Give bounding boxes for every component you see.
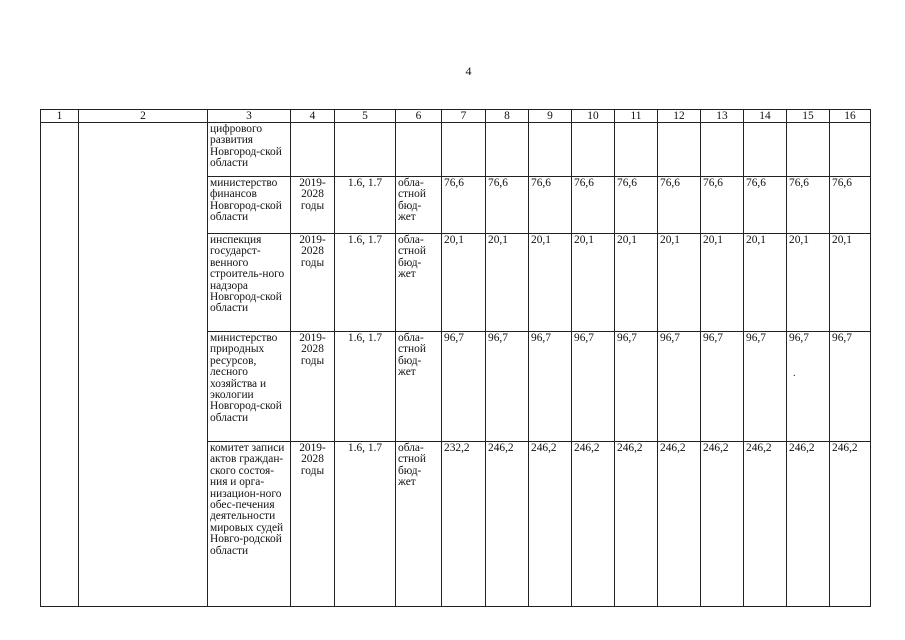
value-cell: 246,2 — [787, 442, 830, 607]
value-cell: 76,6 — [787, 177, 830, 234]
column-header: 1 — [41, 110, 79, 123]
value-cell — [830, 123, 871, 177]
value-cell: 20,1 — [442, 234, 486, 332]
targets-cell: 1.6, 1.7 — [335, 442, 396, 607]
column-header: 5 — [335, 110, 396, 123]
targets-cell — [335, 123, 396, 177]
column-header: 15 — [787, 110, 830, 123]
column-header: 4 — [291, 110, 335, 123]
cell-col-1 — [41, 123, 79, 607]
targets-cell: 1.6, 1.7 — [335, 177, 396, 234]
value-cell: 96,7 — [615, 332, 658, 442]
period-cell: 2019-2028 годы — [291, 177, 335, 234]
column-header: 13 — [701, 110, 744, 123]
value-cell: 246,2 — [486, 442, 529, 607]
targets-cell: 1.6, 1.7 — [335, 234, 396, 332]
budget-table — [40, 109, 871, 607]
value-cell: 96,7 — [701, 332, 744, 442]
executor-cell: комитет записи актов граждан-ского состоя-ния и орга-низацион-ного обес-печения деятельности мировых судей Новго-родской области — [208, 442, 291, 607]
period-cell: 2019-2028 годы — [291, 332, 335, 442]
period-cell — [291, 123, 335, 177]
value-cell: 76,6 — [744, 177, 787, 234]
value-cell: 246,2 — [830, 442, 871, 607]
column-header: 11 — [615, 110, 658, 123]
value-cell: 76,6 — [572, 177, 615, 234]
column-header: 7 — [442, 110, 486, 123]
source-cell: обла-стной бюд-жет — [396, 234, 442, 332]
page-number: 4 — [465, 64, 472, 78]
column-header: 16 — [830, 110, 871, 123]
value-cell — [658, 123, 701, 177]
value-cell: 20,1 — [658, 234, 701, 332]
value-cell — [529, 123, 572, 177]
value-cell: 232,2 — [442, 442, 486, 607]
value-cell — [572, 123, 615, 177]
value-cell: 246,2 — [529, 442, 572, 607]
value-cell — [787, 332, 830, 442]
value-cell: 76,6 — [529, 177, 572, 234]
column-header: 9 — [529, 110, 572, 123]
value-cell: 96,7 — [442, 332, 486, 442]
value-cell — [442, 123, 486, 177]
cell-col-2 — [79, 123, 208, 607]
value-cell: 76,6 — [442, 177, 486, 234]
value-cell: 246,2 — [744, 442, 787, 607]
value-cell: 20,1 — [744, 234, 787, 332]
value-cell: 20,1 — [529, 234, 572, 332]
value-cell: 96,7 — [658, 332, 701, 442]
executor-cell: инспекция государст-венного строитель-ного надзора Новгород-ской области — [208, 234, 291, 332]
period-cell: 2019-2028 годы — [291, 442, 335, 607]
column-header: 6 — [396, 110, 442, 123]
value-cell: 76,6 — [830, 177, 871, 234]
value-cell — [486, 123, 529, 177]
value-cell: 20,1 — [701, 234, 744, 332]
value-cell — [744, 123, 787, 177]
value-cell: 96,7 — [529, 332, 572, 442]
value-cell: 76,6 — [658, 177, 701, 234]
value-cell: 96,7 — [830, 332, 871, 442]
table-row — [41, 123, 871, 177]
column-header: 10 — [572, 110, 615, 123]
period-cell: 2019-2028 годы — [291, 234, 335, 332]
value-cell: 76,6 — [615, 177, 658, 234]
value-cell: 20,1 — [787, 234, 830, 332]
executor-cell: министерство финансов Новгород-ской области — [208, 177, 291, 234]
executor-cell: цифрового развития Новгород-ской области — [208, 123, 291, 177]
source-cell: обла-стной бюд-жет — [396, 332, 442, 442]
column-header: 14 — [744, 110, 787, 123]
executor-cell: министерство природных ресурсов, лесного хозяйства и экологии Новгород-ской области — [208, 332, 291, 442]
value-cell — [701, 123, 744, 177]
value-cell: 20,1 — [830, 234, 871, 332]
value-cell: 96,7 — [744, 332, 787, 442]
value-cell: 246,2 — [572, 442, 615, 607]
targets-cell: 1.6, 1.7 — [335, 332, 396, 442]
value-cell: 246,2 — [658, 442, 701, 607]
value-cell — [787, 123, 830, 177]
source-cell: обла-стной бюд-жет — [396, 442, 442, 607]
value-cell: 20,1 — [615, 234, 658, 332]
value-cell: 246,2 — [701, 442, 744, 607]
column-header: 12 — [658, 110, 701, 123]
value-cell: 96,7 — [486, 332, 529, 442]
source-cell — [396, 123, 442, 177]
value-text: 96,7 — [789, 332, 809, 344]
column-header: 2 — [79, 110, 208, 123]
value-cell: 96,7 — [572, 332, 615, 442]
value-cell: 20,1 — [572, 234, 615, 332]
value-cell: 76,6 — [486, 177, 529, 234]
column-header: 8 — [486, 110, 529, 123]
stray-mark: . — [793, 368, 796, 380]
value-cell: 20,1 — [486, 234, 529, 332]
column-header: 3 — [208, 110, 291, 123]
value-cell: 76,6 — [701, 177, 744, 234]
header-row — [41, 110, 871, 123]
value-cell — [615, 123, 658, 177]
value-cell: 246,2 — [615, 442, 658, 607]
source-cell: обла-стной бюд-жет — [396, 177, 442, 234]
